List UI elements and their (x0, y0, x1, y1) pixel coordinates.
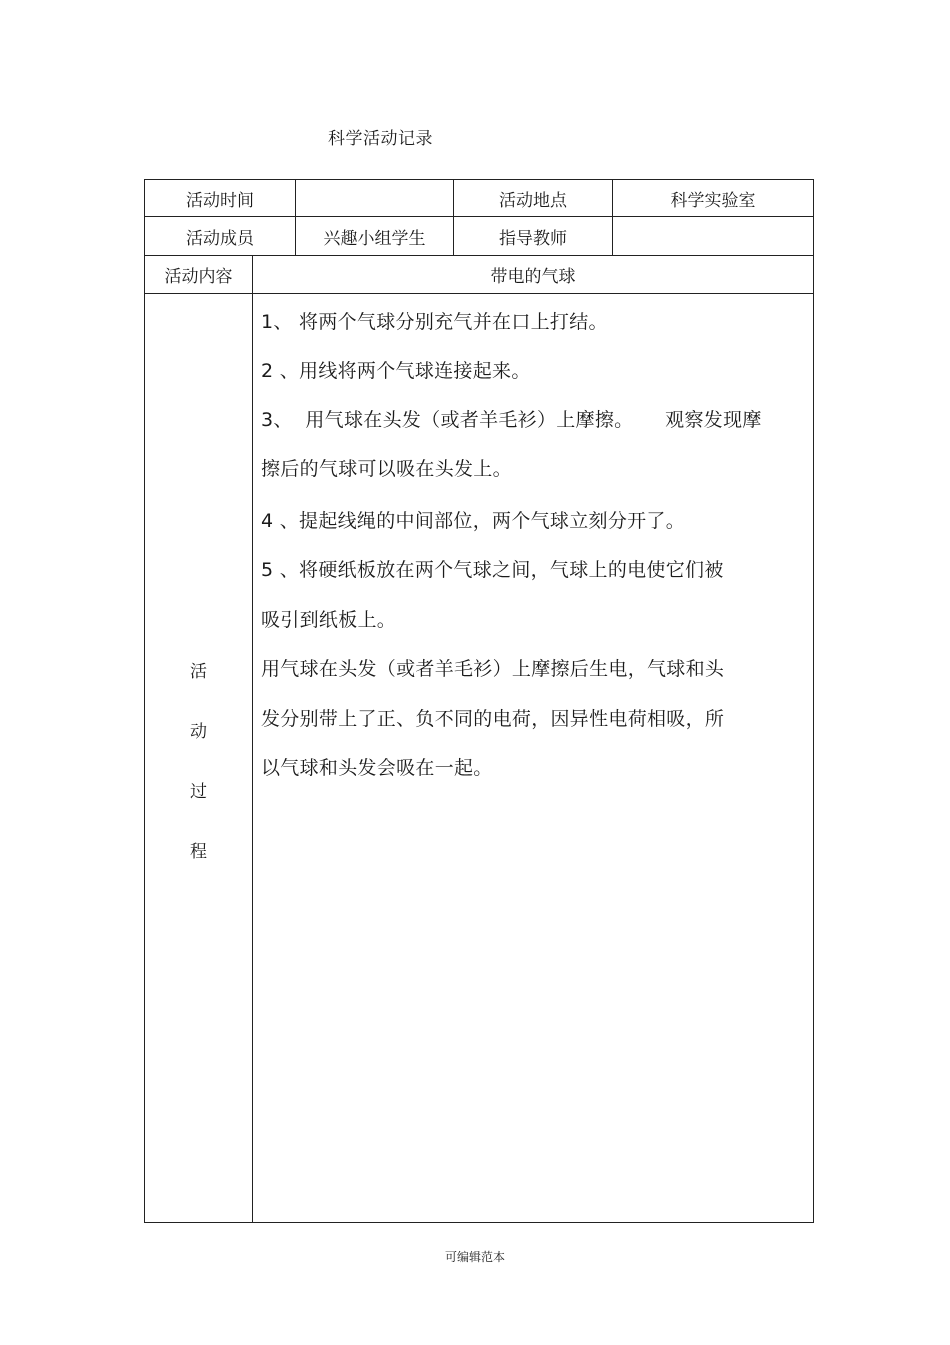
members-value: 兴趣小组学生 (323, 228, 426, 249)
table-border-left (144, 179, 145, 1223)
process-label-char: 动 (190, 722, 207, 742)
members-label: 活动成员 (186, 228, 254, 249)
process-step-line: 吸引到纸板上。 (261, 609, 397, 631)
teacher-value (613, 217, 813, 255)
content-value: 带电的气球 (490, 267, 576, 287)
process-step-line: 4 、提起线绳的中间部位，两个气球立刻分开了。 (261, 510, 686, 532)
place-value: 科学实验室 (670, 190, 756, 211)
place-label: 活动地点 (499, 190, 567, 211)
process-conclusion-line: 以气球和头发会吸在一起。 (261, 757, 493, 779)
process-conclusion-line: 用气球在头发（或者羊毛衫）上摩擦后生电，气球和头 (261, 658, 725, 680)
content-label: 活动内容 (164, 267, 233, 287)
process-label-char: 程 (190, 842, 207, 862)
table-border-bottom (144, 1222, 814, 1223)
process-step-line: 3、 用气球在头发（或者羊毛衫）上摩擦。 观察发现摩 (261, 409, 762, 431)
process-step-line: 擦后的气球可以吸在头发上。 (261, 458, 512, 480)
page-title: 科学活动记录 (328, 129, 433, 149)
process-step-line: 2 、用线将两个气球连接起来。 (261, 360, 531, 382)
process-label-char: 过 (190, 782, 207, 802)
table-row-divider (144, 293, 814, 294)
time-value (296, 180, 453, 216)
footer-note: 可编辑范本 (444, 1250, 505, 1264)
teacher-label: 指导教师 (499, 228, 567, 249)
process-conclusion-line: 发分别带上了正、负不同的电荷，因异性电荷相吸，所 (261, 708, 725, 730)
table-border-right (813, 179, 814, 1223)
process-step-line: 5 、将硬纸板放在两个气球之间，气球上的电使它们被 (261, 559, 724, 581)
table-col-divider (252, 255, 253, 1223)
time-label: 活动时间 (186, 190, 254, 211)
process-label-char: 活 (190, 662, 207, 682)
process-step-line: 1、 将两个气球分别充气并在口上打结。 (261, 311, 608, 333)
